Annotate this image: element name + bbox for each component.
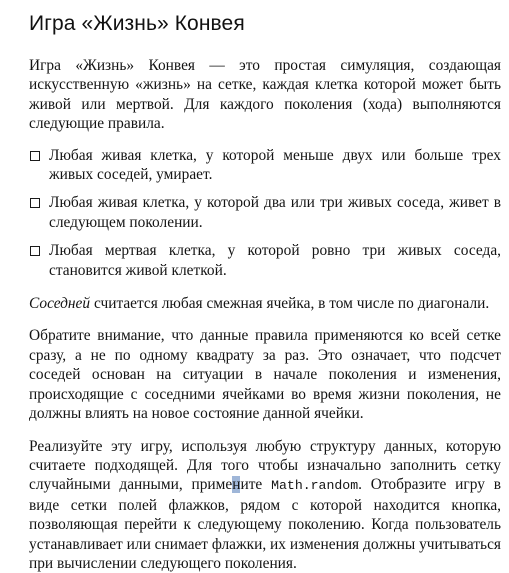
task-text-start: Реализуйте эту игру, используя любую структуру данных, которую считаете подходящей. Для того чтобы изначально заполнить сетку случайными данными, приме (29, 438, 501, 494)
task-paragraph (29, 437, 501, 573)
rule-text: Любая живая клетка, у которой меньше двух или больше трех живых соседей, умирает. (49, 147, 501, 183)
neighbor-rest: считается любая смежная ячейка, в том числе по диагонали. (90, 295, 489, 312)
page-body (29, 56, 501, 573)
neighbor-term: Соседней (29, 295, 90, 312)
task-text-end: . Отобразите игру в виде сетки полей флажков, рядом с которой находится кнопка, позволяющая перейти к следующему поколению. Когда пользователь устанавливает или снимает флажки, их изменения должны учитываться при вычислении следующего поколения. (29, 476, 501, 572)
checkbox-bullet-icon (30, 151, 40, 161)
rule-item (29, 193, 501, 232)
task-text-mid: ите (240, 476, 271, 493)
intro-paragraph: Игра «Жизнь» Конвея — это простая симуляция, создающая искусственную «жизнь» на сетке, каждая клетка которой может быть живой или мертвой. Для каждого поколения (хода) выполняются следующие правила. (29, 56, 501, 134)
rules-list (29, 146, 501, 280)
checkbox-bullet-icon (30, 198, 40, 208)
text-selection-highlight: н (232, 476, 240, 493)
inline-code-math-random: Math.random (271, 478, 358, 493)
rule-item (29, 146, 501, 185)
rule-item (29, 241, 501, 280)
checkbox-bullet-icon (30, 246, 40, 256)
section-heading: Игра «Жизнь» Конвея (29, 12, 245, 36)
note-paragraph: Обратите внимание, что данные правила применяются ко всей сетке сразу, а не по одному квадрату за раз. Это означает, что подсчет соседей основан на ситуации в начале поколения и изменения, происходящие с соседними ячейками во время жизни поколения, не должны влиять на новое состояние данной ячейки. (29, 326, 501, 423)
rule-text: Любая мертвая клетка, у которой ровно три живых соседа, становится живой клеткой. (49, 242, 501, 278)
rule-text: Любая живая клетка, у которой два или три живых соседа, живет в следующем поколении. (49, 194, 501, 230)
neighbor-definition (29, 294, 501, 313)
